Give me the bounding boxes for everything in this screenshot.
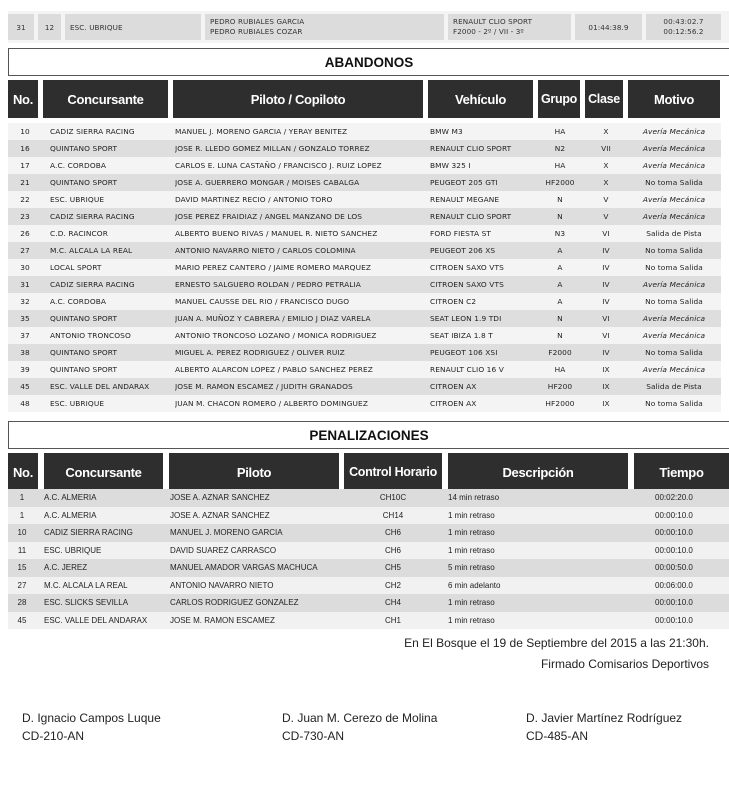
row-clase: VII <box>601 144 611 153</box>
row-motivo: Avería Mecánica <box>642 314 706 323</box>
row-tiempo: 00:00:10.0 <box>655 615 693 625</box>
row-tiempo: 00:00:10.0 <box>655 545 693 555</box>
abandonos-header-piloto: Piloto / Copiloto <box>173 80 423 118</box>
classification-crew <box>205 14 444 40</box>
row-grupo: N <box>557 314 563 323</box>
penalizaciones-row <box>8 559 729 577</box>
penalizaciones-row <box>8 612 729 630</box>
row-vehiculo: FORD FIESTA ST <box>430 229 491 238</box>
abandonos-title: ABANDONOS <box>8 48 729 76</box>
abandonos-row <box>8 395 721 412</box>
row-no: 28 <box>17 598 27 607</box>
classification-row <box>8 14 729 40</box>
classification-concursante: ESC. UBRIQUE <box>65 14 201 40</box>
row-tiempo: 00:00:50.0 <box>655 563 693 572</box>
penalizaciones-row <box>8 489 729 507</box>
row-clase: IX <box>602 399 610 408</box>
classification-diff-1: 00:43:02.7 <box>663 17 704 26</box>
row-concursante: ESC. VALLE DEL ANDARAX <box>50 382 150 391</box>
row-concursante: M.C. ALCALA LA REAL <box>50 246 133 255</box>
signature-code: CD-210-AN <box>22 729 85 743</box>
row-vehiculo: SEAT IBIZA 1.8 T <box>430 331 493 340</box>
row-clase: VI <box>602 229 610 238</box>
row-motivo: Salida de Pista <box>646 229 702 238</box>
row-tiempo: 00:02:20.0 <box>655 493 693 502</box>
row-piloto: MIGUEL A. PEREZ RODRIGUEZ / OLIVER RUIZ <box>175 348 345 357</box>
row-piloto: MANUEL CAUSSE DEL RIO / FRANCISCO DUGO <box>175 297 350 306</box>
signature-code: CD-730-AN <box>282 729 345 743</box>
row-tiempo: 00:00:10.0 <box>655 528 693 537</box>
row-concursante: CADIZ SIERRA RACING <box>50 127 135 136</box>
row-no: 37 <box>20 331 30 340</box>
row-grupo: A <box>557 280 563 289</box>
row-vehiculo: CITROEN AX <box>430 382 477 391</box>
row-no: 11 <box>17 545 27 555</box>
row-piloto: JOSE M. RAMON ESCAMEZ <box>170 615 275 625</box>
row-piloto: JOSE A. GUERRERO MONGAR / MOISES CABALGA <box>175 178 360 187</box>
row-no: 23 <box>20 212 30 221</box>
row-no: 21 <box>20 178 30 187</box>
row-piloto: JUAN A. MUÑOZ Y CABRERA / EMILIO J DIAZ VARELA <box>175 314 371 323</box>
row-piloto: JOSE PEREZ FRAIDIAZ / ANGEL MANZANO DE LOS <box>175 212 363 221</box>
abandonos-row <box>8 123 721 140</box>
row-control: CH5 <box>384 563 401 572</box>
row-vehiculo: CITROEN SAXO VTS <box>430 280 504 289</box>
classification-vehiculo: RENAULT CLIO SPORT <box>453 17 533 26</box>
row-vehiculo: CITROEN SAXO VTS <box>430 263 504 272</box>
row-vehiculo: SEAT LEON 1.9 TDI <box>430 314 502 323</box>
row-tiempo: 00:00:10.0 <box>655 510 693 520</box>
row-no: 31 <box>20 280 30 289</box>
row-motivo: No toma Salida <box>645 399 703 408</box>
signature-name: D. Ignacio Campos Luque <box>22 711 161 725</box>
abandonos-row <box>8 276 721 293</box>
abandonos-row <box>8 242 721 259</box>
abandonos-row <box>8 344 721 361</box>
row-clase: X <box>603 178 609 187</box>
place-date-line: En El Bosque el 19 de Septiembre del 2015 a las 21:30h. <box>404 636 709 650</box>
row-no: 10 <box>20 127 30 136</box>
signed-line: Firmado Comisarios Deportivos <box>540 657 709 671</box>
row-grupo: HA <box>554 127 566 136</box>
row-piloto: MARIO PEREZ CANTERO / JAIME ROMERO MARQUEZ <box>175 263 372 272</box>
row-piloto: JUAN M. CHACON ROMERO / ALBERTO DOMINGUEZ <box>175 399 368 408</box>
row-piloto: MANUEL AMADOR VARGAS MACHUCA <box>170 563 318 572</box>
abandonos-row <box>8 157 721 174</box>
row-piloto: ANTONIO NAVARRO NIETO / CARLOS COLOMINA <box>175 246 356 255</box>
row-control: CH1 <box>384 615 401 625</box>
row-motivo: Avería Mecánica <box>642 144 706 153</box>
row-clase: IV <box>602 297 610 306</box>
abandonos-row <box>8 174 721 191</box>
classification-diff-2: 00:12:56.2 <box>663 27 704 36</box>
abandonos-table-body <box>8 123 721 412</box>
signature-name: D. Javier Martínez Rodríguez <box>526 711 683 725</box>
row-grupo: N <box>557 212 563 221</box>
row-clase: IX <box>602 365 610 374</box>
row-motivo: No toma Salida <box>645 246 703 255</box>
row-descripcion: 1 min retraso <box>448 615 495 625</box>
abandonos-header-vehiculo: Vehículo <box>428 80 533 118</box>
row-vehiculo: RENAULT CLIO SPORT <box>430 212 512 221</box>
row-grupo: N <box>557 195 563 204</box>
row-clase: IV <box>602 263 610 272</box>
classification-differences <box>646 14 721 40</box>
row-control: CH14 <box>382 510 404 520</box>
row-vehiculo: CITROEN C2 <box>430 297 477 306</box>
row-no: 48 <box>20 399 30 408</box>
row-clase: IV <box>602 280 610 289</box>
row-concursante: A.C. ALMERIA <box>44 493 97 502</box>
penalizaciones-header-descripcion: Descripción <box>448 453 628 491</box>
row-grupo: A <box>557 263 563 272</box>
row-tiempo: 00:06:00.0 <box>655 580 693 590</box>
row-grupo: N2 <box>554 144 566 153</box>
classification-vehicle <box>448 14 571 40</box>
row-concursante: QUINTANO SPORT <box>50 314 118 323</box>
row-vehiculo: BMW M3 <box>430 127 463 136</box>
row-no: 38 <box>20 348 30 357</box>
abandonos-row <box>8 259 721 276</box>
row-grupo: HF2000 <box>545 178 575 187</box>
signature-code: CD-485-AN <box>526 729 589 743</box>
row-piloto: ALBERTO BUENO RIVAS / MANUEL R. NIETO SANCHEZ <box>175 229 378 238</box>
row-concursante: A.C. CORDOBA <box>50 161 107 170</box>
row-concursante: A.C. JEREZ <box>44 563 88 572</box>
row-vehiculo: PEUGEOT 206 XS <box>430 246 496 255</box>
row-grupo: F2000 <box>548 348 572 357</box>
row-concursante: LOCAL SPORT <box>50 263 102 272</box>
row-vehiculo: RENAULT CLIO SPORT <box>430 144 512 153</box>
row-no: 15 <box>17 563 27 572</box>
row-piloto: ANTONIO TRONCOSO LOZANO / MONICA RODRIGUEZ <box>175 331 377 340</box>
abandonos-row <box>8 378 721 395</box>
row-motivo: Salida de Pista <box>646 382 702 391</box>
row-concursante: CADIZ SIERRA RACING <box>44 528 133 537</box>
row-concursante: M.C. ALCALA LA REAL <box>44 580 128 590</box>
row-descripcion: 1 min retraso <box>448 510 495 520</box>
row-piloto: MANUEL J. MORENO GARCIA / YERAY BENITEZ <box>175 127 348 136</box>
row-piloto: JOSE A. AZNAR SANCHEZ <box>170 510 270 520</box>
row-motivo: Avería Mecánica <box>642 280 706 289</box>
row-descripcion: 5 min retraso <box>448 563 495 572</box>
row-clase: VI <box>602 331 610 340</box>
row-concursante: A.C. ALMERIA <box>44 510 97 520</box>
row-descripcion: 1 min retraso <box>448 545 495 555</box>
penalizaciones-row <box>8 577 729 595</box>
row-piloto: MANUEL J. MORENO GARCIA <box>170 528 283 537</box>
row-concursante: ESC. UBRIQUE <box>50 195 105 204</box>
penalizaciones-header-tiempo: Tiempo <box>634 453 729 491</box>
penalizaciones-header-concursante: Concursante <box>44 453 163 491</box>
abandonos-row <box>8 225 721 242</box>
row-vehiculo: RENAULT MEGANE <box>430 195 500 204</box>
penalizaciones-row <box>8 524 729 542</box>
signature-2 <box>282 709 437 745</box>
row-no: 30 <box>20 263 30 272</box>
penalizaciones-header-piloto: Piloto <box>169 453 339 491</box>
penalizaciones-table-body <box>8 489 729 629</box>
row-piloto: CARLOS RODRIGUEZ GONZALEZ <box>170 598 299 607</box>
row-motivo: Avería Mecánica <box>642 212 706 221</box>
abandonos-row <box>8 293 721 310</box>
penalizaciones-row <box>8 507 729 525</box>
row-clase: X <box>603 161 609 170</box>
row-grupo: A <box>557 297 563 306</box>
row-control: CH4 <box>384 598 401 607</box>
row-descripcion: 1 min retraso <box>448 598 495 607</box>
row-motivo: No toma Salida <box>645 178 703 187</box>
row-clase: X <box>603 127 609 136</box>
row-control: CH10C <box>379 493 407 502</box>
row-tiempo: 00:00:10.0 <box>655 598 693 607</box>
abandonos-row <box>8 310 721 327</box>
row-piloto: ANTONIO NAVARRO NIETO <box>170 580 274 590</box>
row-no: 1 <box>19 510 25 520</box>
row-grupo: A <box>557 246 563 255</box>
row-concursante: ESC. VALLE DEL ANDARAX <box>44 615 148 625</box>
penalizaciones-title: PENALIZACIONES <box>8 421 729 449</box>
abandonos-row <box>8 208 721 225</box>
abandonos-header-motivo: Motivo <box>628 80 720 118</box>
row-clase: IX <box>602 382 610 391</box>
row-concursante: ESC. UBRIQUE <box>50 399 105 408</box>
row-concursante: CADIZ SIERRA RACING <box>50 212 135 221</box>
row-no: 17 <box>20 161 30 170</box>
abandonos-header-concursante: Concursante <box>43 80 168 118</box>
penalizaciones-header-control: Control Horario <box>344 453 442 491</box>
signature-name: D. Juan M. Cerezo de Molina <box>282 711 438 725</box>
row-no: 1 <box>19 493 25 502</box>
row-descripcion: 1 min retraso <box>448 528 495 537</box>
row-concursante: ESC. UBRIQUE <box>44 545 102 555</box>
row-grupo: HA <box>554 161 566 170</box>
classification-position: 31 <box>8 14 34 40</box>
classification-copiloto: PEDRO RUBIALES COZAR <box>210 27 303 36</box>
classification-piloto: PEDRO RUBIALES GARCIA <box>210 17 305 26</box>
row-motivo: Avería Mecánica <box>642 331 706 340</box>
row-grupo: N <box>557 331 563 340</box>
row-concursante: ANTONIO TRONCOSO <box>50 331 131 340</box>
row-descripcion: 6 min adelanto <box>448 580 501 590</box>
row-control: CH6 <box>384 528 401 537</box>
row-no: 45 <box>20 382 30 391</box>
row-no: 26 <box>20 229 30 238</box>
abandonos-header-grupo: Grupo <box>538 80 580 118</box>
row-clase: V <box>603 195 609 204</box>
row-grupo: HF2000 <box>545 399 575 408</box>
row-no: 45 <box>17 615 27 625</box>
row-motivo: No toma Salida <box>645 297 703 306</box>
row-clase: IV <box>602 246 610 255</box>
row-piloto: CARLOS E. LUNA CASTAÑO / FRANCISCO J. RUIZ LOPEZ <box>175 161 382 170</box>
row-control: CH2 <box>384 580 401 590</box>
row-no: 16 <box>20 144 30 153</box>
row-grupo: N3 <box>554 229 566 238</box>
row-motivo: Avería Mecánica <box>642 161 706 170</box>
row-no: 39 <box>20 365 30 374</box>
row-vehiculo: CITROEN AX <box>430 399 477 408</box>
row-no: 35 <box>20 314 30 323</box>
row-concursante: QUINTANO SPORT <box>50 365 118 374</box>
row-piloto: ERNESTO SALGUERO ROLDAN / PEDRO PETRALIA <box>175 280 361 289</box>
row-control: CH6 <box>384 545 401 555</box>
row-no: 22 <box>20 195 30 204</box>
row-piloto: JOSE M. RAMON ESCAMEZ / JUDITH GRANADOS <box>175 382 353 391</box>
abandonos-row <box>8 361 721 378</box>
penalizaciones-row <box>8 594 729 612</box>
abandonos-row <box>8 140 721 157</box>
abandonos-row <box>8 191 721 208</box>
row-grupo: HA <box>554 365 566 374</box>
row-piloto: JOSE R. LLEDO GOMEZ MILLAN / GONZALO TORREZ <box>175 144 370 153</box>
row-piloto: ALBERTO ALARCON LOPEZ / PABLO SANCHEZ PEREZ <box>175 365 373 374</box>
row-motivo: Avería Mecánica <box>642 195 706 204</box>
row-no: 32 <box>20 297 30 306</box>
penalizaciones-row <box>8 542 729 560</box>
abandonos-row <box>8 327 721 344</box>
row-piloto: DAVID MARTINEZ RECIO / ANTONIO TORO <box>175 195 333 204</box>
row-concursante: A.C. CORDOBA <box>50 297 107 306</box>
row-no: 27 <box>17 580 27 590</box>
row-no: 27 <box>20 246 30 255</box>
row-vehiculo: PEUGEOT 205 GTI <box>430 178 498 187</box>
signature-3 <box>526 709 682 745</box>
row-motivo: No toma Salida <box>645 263 703 272</box>
row-clase: IV <box>602 348 610 357</box>
row-motivo: No toma Salida <box>645 348 703 357</box>
row-concursante: QUINTANO SPORT <box>50 178 118 187</box>
row-concursante: QUINTANO SPORT <box>50 348 118 357</box>
row-descripcion: 14 min retraso <box>448 493 500 502</box>
row-concursante: CADIZ SIERRA RACING <box>50 280 135 289</box>
row-grupo: HF200 <box>547 382 573 391</box>
row-concursante: QUINTANO SPORT <box>50 144 118 153</box>
row-vehiculo: RENAULT CLIO 16 V <box>430 365 504 374</box>
penalizaciones-header-no: No. <box>8 453 38 491</box>
row-vehiculo: BMW 325 I <box>430 161 471 170</box>
row-motivo: Avería Mecánica <box>642 127 706 136</box>
abandonos-header-no: No. <box>8 80 38 118</box>
classification-grupo-clase: F2000 - 2º / VII - 3º <box>453 27 524 36</box>
row-no: 10 <box>17 528 27 537</box>
row-motivo: Avería Mecánica <box>642 365 706 374</box>
signature-1 <box>22 709 161 745</box>
row-concursante: ESC. SLICKS SEVILLA <box>44 598 129 607</box>
row-piloto: DAVID SUAREZ CARRASCO <box>170 545 277 555</box>
row-concursante: C.D. RACINCOR <box>50 229 108 238</box>
row-clase: VI <box>602 314 610 323</box>
row-vehiculo: PEUGEOT 106 XSI <box>430 348 498 357</box>
row-piloto: JOSE A. AZNAR SANCHEZ <box>170 493 270 502</box>
classification-number: 12 <box>38 14 61 40</box>
abandonos-header-clase: Clase <box>585 80 623 118</box>
row-clase: V <box>603 212 609 221</box>
classification-total-time: 01:44:38.9 <box>575 14 642 40</box>
